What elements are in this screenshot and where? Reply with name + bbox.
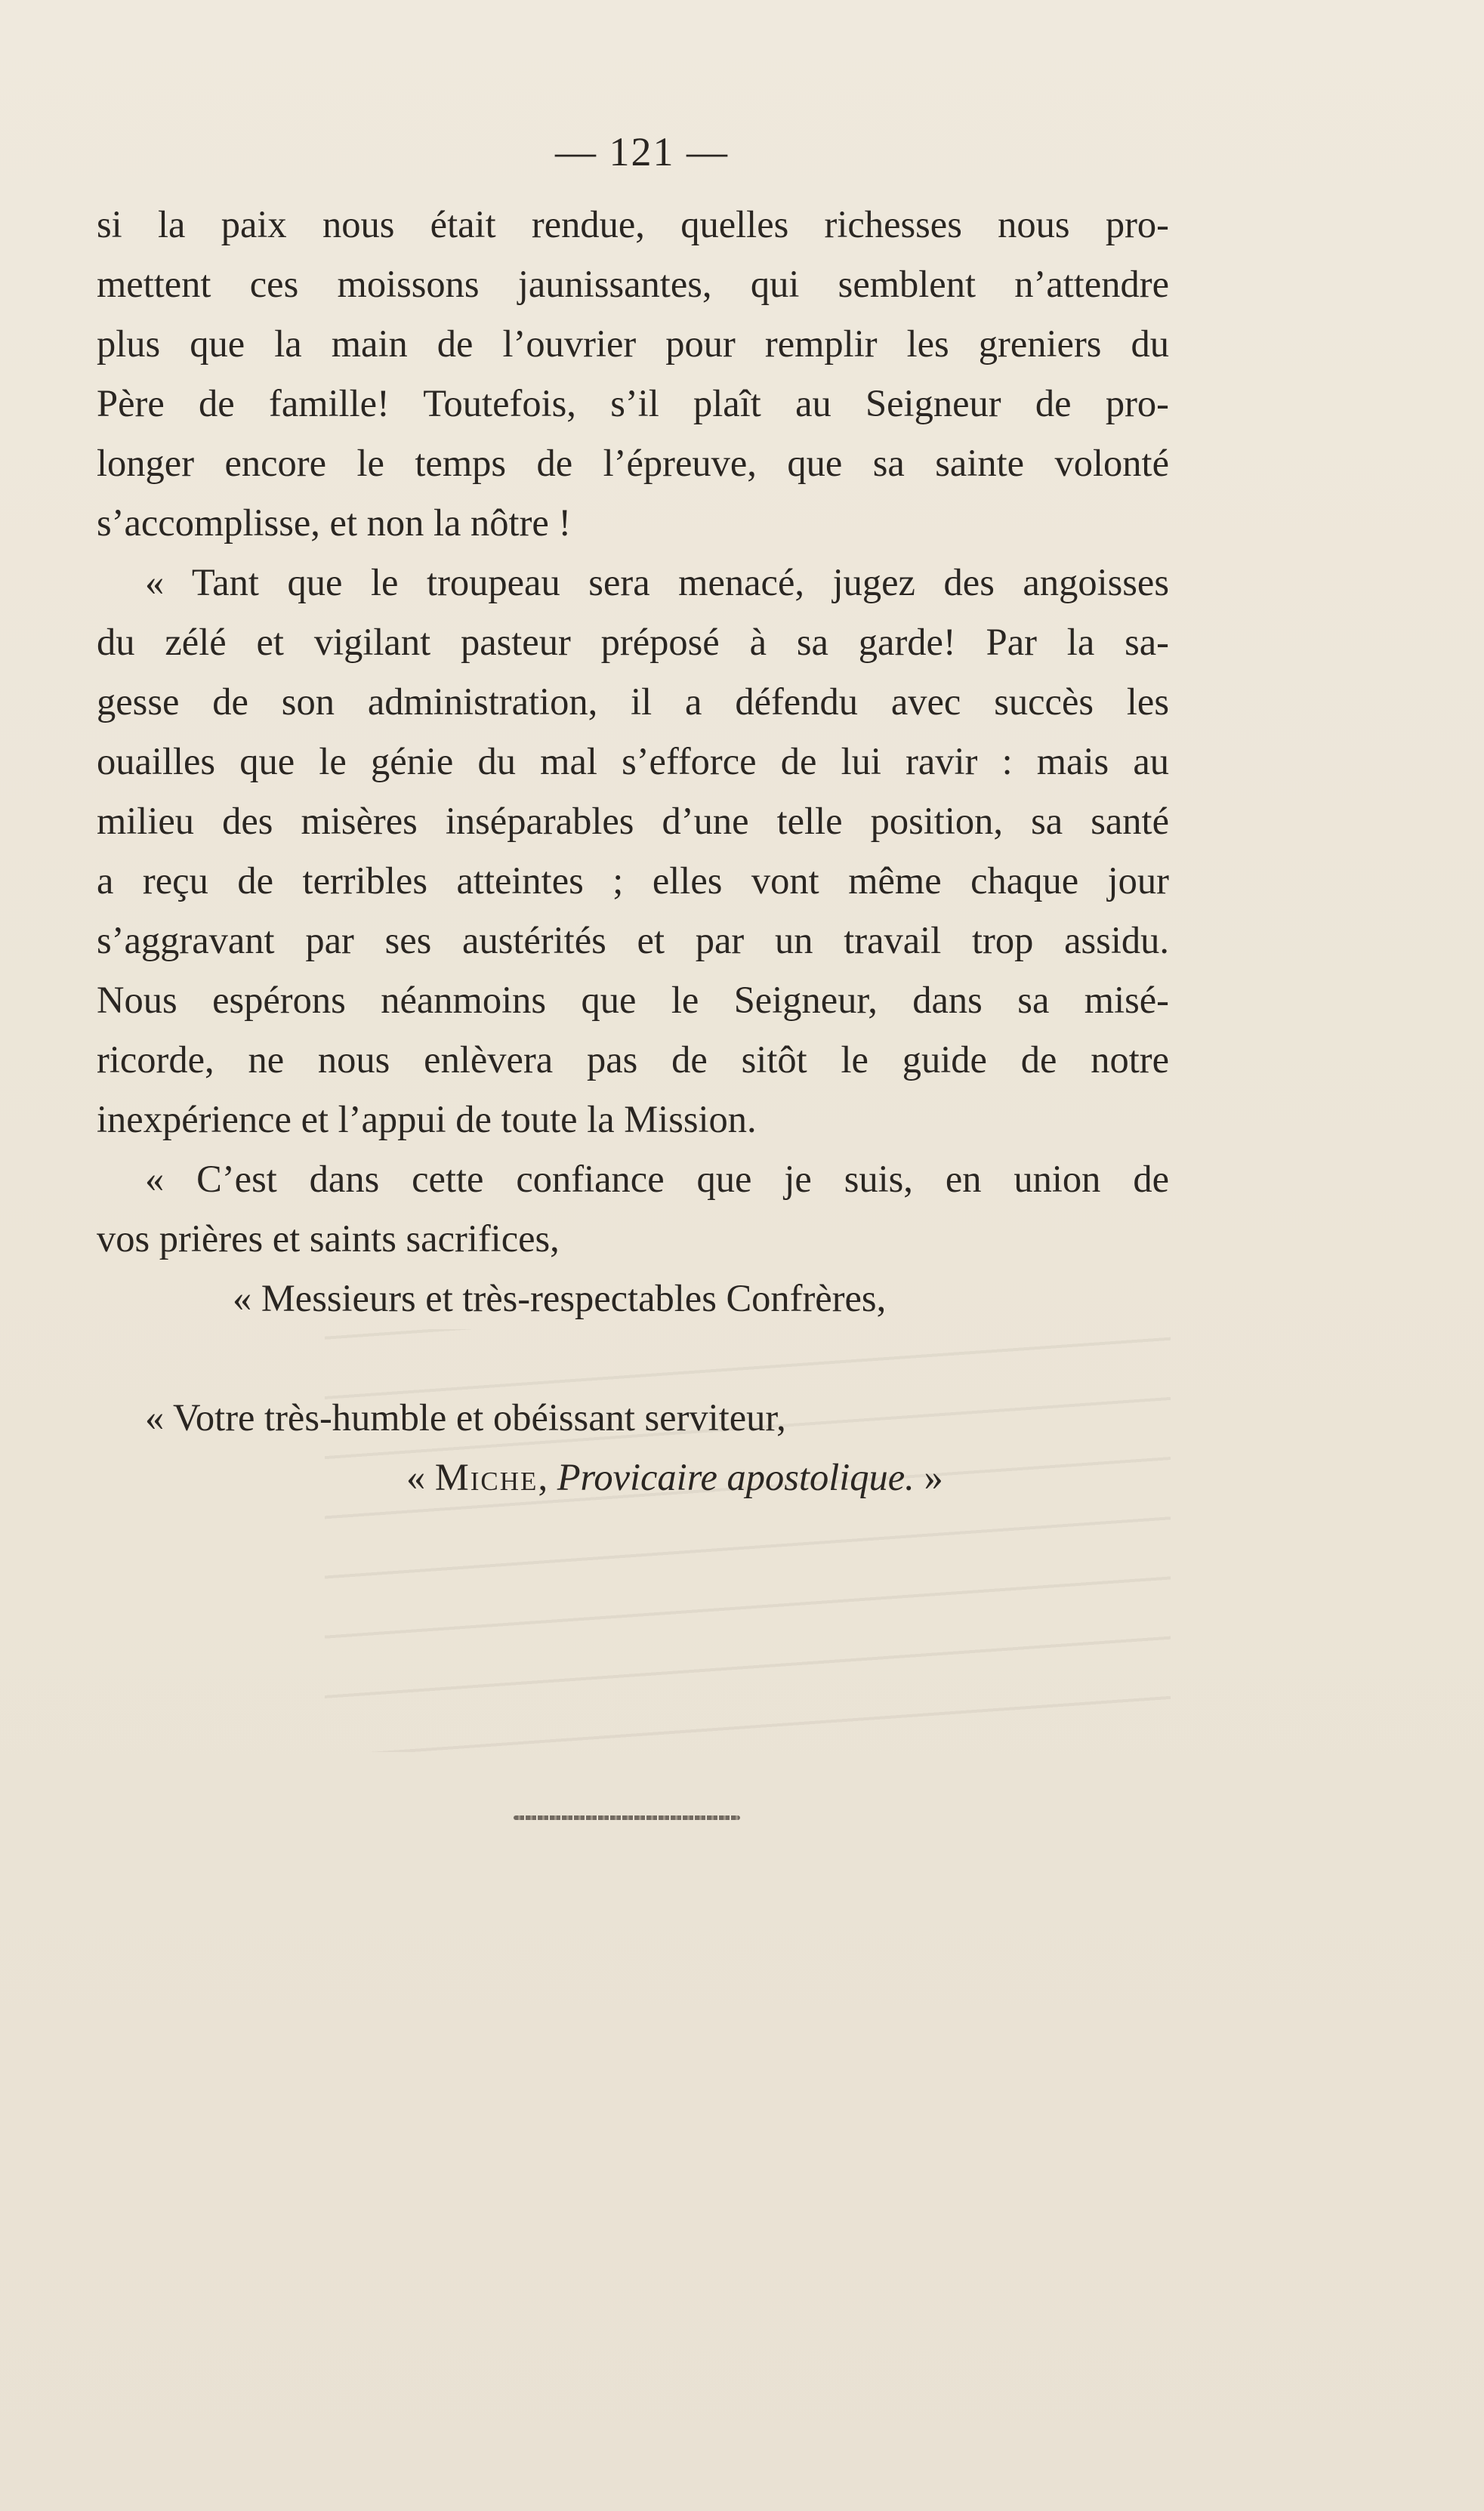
page-body [97,195,1169,1507]
text-line: du zélé et vigilant pasteur préposé à sa garde! Par la sa- [97,621,1169,663]
text-line: plus que la main de l’ouvrier pour remplir les greniers du [97,322,1169,365]
text-line: milieu des misères inséparables d’une telle position, sa santé [97,800,1169,842]
page-number: — 121 — [555,129,729,174]
text-line: si la paix nous était rendue, quelles richesses nous pro- [97,203,1169,245]
text-line: gesse de son administration, il a défendu avec succès les [97,680,1169,723]
text-line: « C’est dans cette confiance que je suis, en union de [145,1158,1169,1200]
blank-line [97,1328,1169,1388]
text-line: vos prières et saints sacrifices, [97,1217,560,1260]
text-line: Père de famille! Toutefois, s’il plaît au Seigneur de pro- [97,382,1169,424]
text-line: « Tant que le troupeau sera menacé, jugez des angoisses [145,561,1169,603]
text-line: ricorde, ne nous enlèvera pas de sitôt le guide de notre [97,1038,1169,1081]
text-line: s’aggravant par ses austérités et par un travail trop assidu. [97,919,1169,961]
text-line: ouailles que le génie du mal s’efforce de lui ravir : mais au [97,740,1169,782]
signature-separator: , [538,1456,548,1498]
text-line: inexpérience et l’appui de toute la Mission. [97,1098,757,1140]
text-line: s’accomplisse, et non la nôtre ! [97,501,572,544]
closing-line: « Votre très-humble et obéissant serviteur, [145,1396,786,1439]
text-line: Nous espérons néanmoins que le Seigneur, dans sa misé- [97,979,1169,1021]
signature-line [97,1448,1169,1507]
text-line: a reçu de terribles atteintes ; elles vont même chaque jour [97,859,1169,902]
text-line: mettent ces moissons jaunissantes, qui semblent n’attendre [97,263,1169,305]
text-line: longer encore le temps de l’épreuve, que sa sainte volonté [97,442,1169,484]
close-quote: » [924,1456,943,1498]
salutation-line: « Messieurs et très-respectables Confrères, [233,1277,887,1319]
signatory-name: Miche [434,1456,538,1498]
open-quote: « [406,1456,426,1498]
end-ornament-rule [514,1815,740,1820]
signatory-title: Provicaire apostolique. [557,1456,915,1498]
